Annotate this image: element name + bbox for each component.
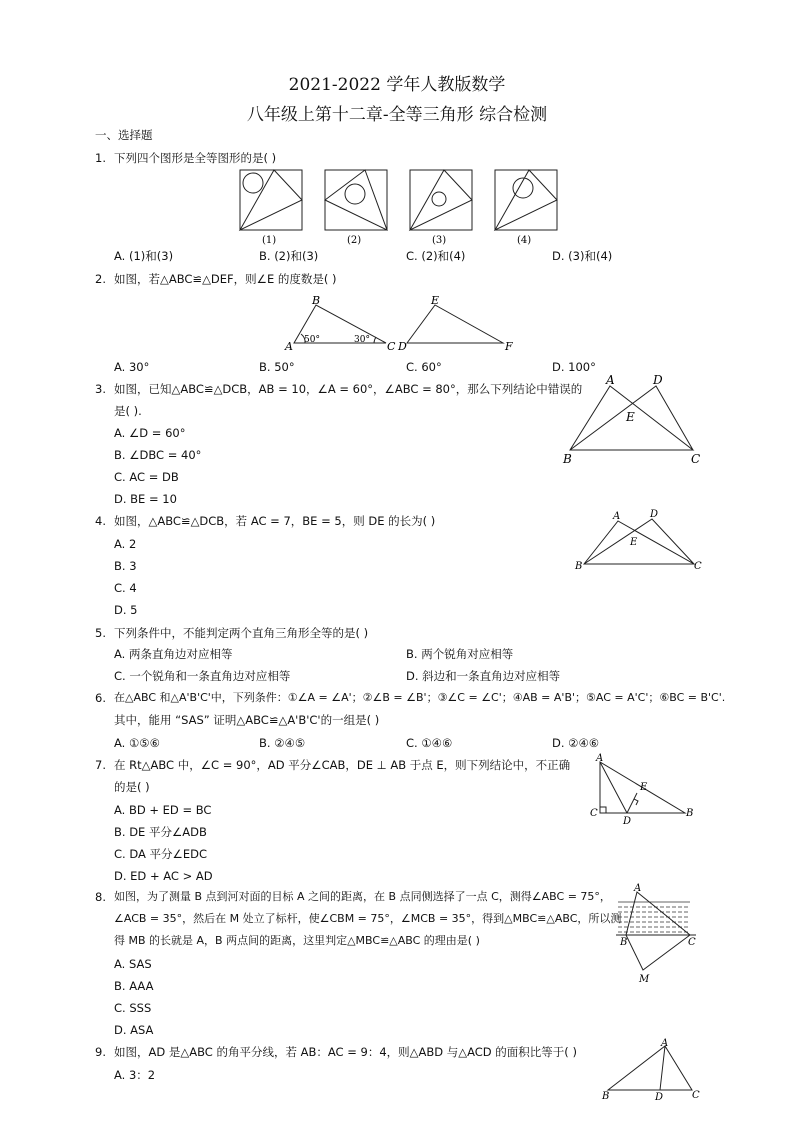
q9-label-a: A	[661, 1038, 669, 1049]
q8-option-d: D. ASA	[114, 1023, 154, 1037]
q4-option-c: C. 4	[114, 581, 137, 595]
q5-option-b: B. 两个锐角对应相等	[406, 647, 514, 661]
q9-option-a: A. 3：2	[114, 1068, 156, 1082]
q9-stem: 如图，AD 是△ABC 的角平分线，若 AB：AC = 9：4，则△ABD 与△ACD 的面积比等于( )	[114, 1045, 577, 1059]
q4-label-a: A	[613, 511, 621, 522]
q6-option-d: D. ②④⑥	[552, 736, 600, 750]
q8-stem-cont: ∠ACB = 35°，然后在 M 处立了标杆，使∠CBM = 75°，∠MCB = 35°，得到△MBC≌△ABC，所以测	[114, 912, 622, 925]
q6-option-b: B. ②④⑤	[259, 736, 306, 750]
q1-fig-label-1: (1)	[262, 235, 277, 246]
q9-label-d: D	[655, 1092, 664, 1103]
q2-angle-a: 50°	[304, 335, 320, 345]
q2-label-e: E	[431, 294, 440, 307]
q1-option-d: D. (3)和(4)	[552, 249, 613, 263]
section-label: 一、选择题	[95, 128, 153, 142]
q7-option-b: B. DE 平分∠ADB	[114, 825, 207, 839]
q1-figures	[236, 166, 566, 248]
q1-figure-3	[410, 170, 472, 230]
q6-option-c: C. ①④⑥	[406, 736, 453, 750]
q2-label-d: D	[398, 340, 407, 353]
q2-angle-c: 30°	[354, 335, 370, 345]
q3-figure	[560, 372, 710, 468]
q1-figure-4	[495, 170, 557, 230]
q6-stem-cont: 其中，能用 “SAS” 证明△ABC≌△A'B'C'的一组是( )	[114, 713, 380, 727]
q4-option-d: D. 5	[114, 603, 138, 617]
q7-label-c: C	[590, 808, 598, 819]
q2-label-c: C	[387, 340, 396, 353]
q9-number: 9.	[95, 1045, 106, 1059]
q7-label-d: D	[623, 816, 632, 826]
q3-number: 3.	[95, 382, 106, 396]
q3-stem: 如图，已知△ABC≌△DCB，AB = 10，∠A = 60°，∠ABC = 80°，那么下列结论中错误的	[114, 382, 583, 396]
q7-option-a: A. BD + ED = BC	[114, 803, 212, 817]
q4-label-c: C	[694, 561, 702, 572]
q1-figure-2	[325, 170, 387, 230]
q2-option-c: C. 60°	[406, 360, 442, 374]
q4-number: 4.	[95, 514, 106, 528]
q4-option-a: A. 2	[114, 537, 137, 551]
q1-stem: 下列四个图形是全等图形的是( )	[114, 151, 277, 165]
q8-number: 8.	[95, 890, 106, 904]
q7-number: 7.	[95, 758, 106, 772]
q4-label-e: E	[630, 537, 638, 548]
q1-figure-1	[240, 170, 302, 230]
q3-label-a: A	[606, 373, 615, 387]
q8-label-b: B	[620, 937, 628, 948]
q4-label-b: B	[575, 561, 583, 572]
q7-option-c: C. DA 平分∠EDC	[114, 847, 207, 861]
q4-option-b: B. 3	[114, 559, 137, 573]
q2-figure	[282, 292, 522, 356]
q4-label-d: D	[650, 509, 659, 520]
q3-option-d: D. BE = 10	[114, 492, 177, 506]
q3-stem-cont: 是( ).	[114, 404, 142, 418]
q5-number: 5.	[95, 626, 106, 640]
q9-label-c: C	[692, 1090, 700, 1101]
q2-label-a: A	[285, 340, 293, 353]
q2-number: 2.	[95, 272, 106, 286]
q2-option-a: A. 30°	[114, 360, 150, 374]
q2-option-b: B. 50°	[259, 360, 295, 374]
q7-figure	[585, 752, 700, 826]
q7-option-d: D. ED + AC > AD	[114, 869, 213, 883]
q9-label-b: B	[602, 1091, 610, 1102]
q1-option-b: B. (2)和(3)	[259, 249, 319, 263]
q1-number: 1.	[95, 151, 106, 165]
q6-stem: 在△ABC 和△A'B'C'中，下列条件：①∠A = ∠A'；②∠B = ∠B'；③∠C = ∠C'；④AB = A'B'；⑤AC = A'C'；⑥BC = B'C'.	[114, 691, 726, 704]
q7-label-a: A	[596, 753, 604, 764]
q8-label-c: C	[688, 937, 696, 948]
q3-label-b: B	[563, 452, 572, 466]
q8-river-lines	[618, 902, 690, 932]
q8-option-c: C. SSS	[114, 1001, 152, 1015]
q1-fig-label-4: (4)	[517, 235, 532, 246]
q9-figure	[598, 1036, 708, 1104]
q4-stem: 如图，△ABC≌△DCB，若 AC = 7，BE = 5，则 DE 的长为( )	[114, 514, 436, 528]
q5-stem: 下列条件中，不能判定两个直角三角形全等的是( )	[114, 626, 369, 640]
q2-label-b: B	[312, 294, 321, 307]
q8-label-a: A	[634, 883, 642, 894]
q8-label-m: M	[639, 974, 650, 985]
q7-label-e: E	[640, 782, 648, 793]
q3-option-c: C. AC = DB	[114, 470, 179, 484]
q2-label-f: F	[505, 340, 513, 353]
q6-number: 6.	[95, 691, 106, 705]
q7-label-b: B	[686, 808, 694, 819]
q1-option-a: A. (1)和(3)	[114, 249, 174, 263]
page-title-line1: 2021-2022 学年人教版数学	[288, 75, 506, 95]
q4-figure	[570, 505, 710, 575]
q2-option-d: D. 100°	[552, 360, 596, 374]
q1-option-c: C. (2)和(4)	[406, 249, 466, 263]
q7-stem: 在 Rt△ABC 中，∠C = 90°，AD 平分∠CAB，DE ⊥ AB 于点 E，则下列结论中，不正确	[114, 758, 571, 772]
q8-figure	[610, 882, 705, 986]
q8-option-a: A. SAS	[114, 957, 152, 971]
q8-option-b: B. AAA	[114, 979, 154, 993]
q1-fig-label-3: (3)	[432, 235, 447, 246]
q5-option-c: C. 一个锐角和一条直角边对应相等	[114, 669, 291, 683]
q3-label-d: D	[653, 373, 663, 387]
q8-stem-cont2: 得 MB 的长就是 A，B 两点间的距离，这里判定△MBC≌△ABC 的理由是( )	[114, 934, 480, 947]
q2-stem: 如图，若△ABC≌△DEF，则∠E 的度数是( )	[114, 272, 337, 286]
q5-option-d: D. 斜边和一条直角边对应相等	[406, 669, 561, 683]
q5-option-a: A. 两条直角边对应相等	[114, 647, 233, 661]
q3-option-a: A. ∠D = 60°	[114, 426, 186, 440]
q3-option-b: B. ∠DBC = 40°	[114, 448, 202, 462]
q8-stem: 如图，为了测量 B 点到河对面的目标 A 之间的距离，在 B 点同侧选择了一点 C，测得∠ABC = 75°，	[114, 890, 611, 903]
q1-fig-label-2: (2)	[347, 235, 362, 246]
q3-label-c: C	[691, 452, 701, 466]
page-title-line2: 八年级上第十二章-全等三角形 综合检测	[246, 105, 548, 125]
q6-option-a: A. ①⑤⑥	[114, 736, 160, 750]
q3-label-e: E	[626, 410, 635, 424]
q7-stem-cont: 的是( )	[114, 780, 150, 794]
